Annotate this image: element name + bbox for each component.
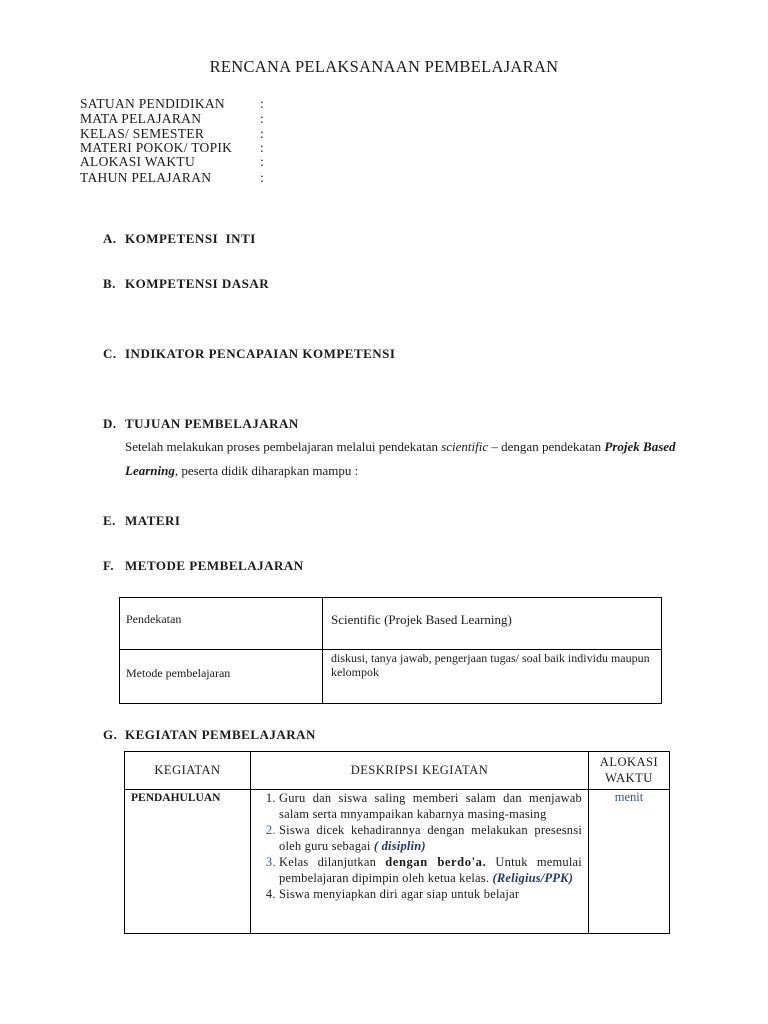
table-row bbox=[120, 598, 662, 650]
section-title: TUJUAN PEMBELAJARAN bbox=[125, 416, 299, 431]
identity-label: KELAS/ SEMESTER bbox=[80, 126, 205, 141]
section-letter: A. bbox=[103, 231, 117, 246]
character-tag: ( disiplin) bbox=[373, 839, 426, 853]
identity-colon: : bbox=[260, 126, 265, 141]
tujuan-paragraph bbox=[125, 435, 685, 483]
identity-row bbox=[80, 97, 264, 112]
activity-list bbox=[255, 790, 582, 902]
section-letter: B. bbox=[103, 276, 116, 291]
metode-label-cell: Metode pembelajaran bbox=[120, 650, 323, 704]
identity-colon: : bbox=[260, 170, 265, 185]
activity-text: Untuk memulai pembelajaran dipimpin oleh ketua kelas. bbox=[279, 855, 582, 885]
section-letter: E. bbox=[103, 513, 116, 528]
tujuan-text-scientific: scientific bbox=[441, 439, 489, 454]
metode-value-cell: diskusi, tanya jawab, pengerjaan tugas/ soal baik individu maupun kelompok bbox=[323, 650, 662, 704]
identity-label: ALOKASI WAKTU bbox=[80, 154, 196, 169]
section-letter: C. bbox=[103, 346, 117, 361]
identity-row bbox=[80, 155, 264, 170]
section-heading-a bbox=[103, 231, 256, 247]
section-heading-e bbox=[103, 513, 180, 529]
header-alokasi bbox=[589, 752, 670, 790]
header-alokasi-line1: ALOKASI bbox=[599, 755, 659, 769]
identity-row bbox=[80, 112, 264, 127]
section-heading-f bbox=[103, 558, 304, 574]
kegiatan-table bbox=[124, 751, 670, 934]
section-letter: F. bbox=[103, 558, 114, 573]
tujuan-text-1: Setelah melakukan proses pembelajaran melalui pendekatan bbox=[125, 439, 442, 454]
header-deskripsi: DESKRIPSI KEGIATAN bbox=[251, 752, 589, 790]
kegiatan-cell: PENDAHULUAN bbox=[125, 790, 251, 934]
section-title: METODE PEMBELAJARAN bbox=[125, 558, 304, 573]
section-title: KOMPETENSI DASAR bbox=[125, 276, 270, 291]
identity-label: TAHUN PELAJARAN bbox=[80, 170, 212, 185]
section-heading-d bbox=[103, 416, 299, 432]
tujuan-text-3: , peserta didik diharapkan mampu : bbox=[174, 463, 359, 478]
section-title: KOMPETENSI INTI bbox=[125, 231, 256, 246]
page-title: RENCANA PELAKSANAAN PEMBELAJARAN bbox=[209, 57, 559, 76]
activity-text: Siswa menyiapkan diri agar siap untuk belajar bbox=[279, 887, 520, 901]
section-heading-b bbox=[103, 276, 269, 292]
alokasi-cell: menit bbox=[589, 790, 670, 934]
activity-text: Kelas dilanjutkan bbox=[279, 855, 386, 869]
activity-text: Siswa dicek kehadirannya dengan melakukan presesnsi oleh guru sebagai bbox=[279, 823, 582, 853]
identity-label: MATA PELAJARAN bbox=[80, 111, 202, 126]
section-heading-g bbox=[103, 727, 316, 743]
list-item bbox=[279, 822, 582, 854]
section-heading-c bbox=[103, 346, 395, 362]
metode-value-cell: Scientific (Projek Based Learning) bbox=[323, 598, 662, 650]
identity-colon: : bbox=[260, 96, 265, 111]
section-letter: G. bbox=[103, 727, 118, 742]
section-letter: D. bbox=[103, 416, 117, 431]
identity-colon: : bbox=[260, 140, 265, 155]
metode-label-cell: Pendekatan bbox=[120, 598, 323, 650]
section-title: KEGIATAN PEMBELAJARAN bbox=[125, 727, 316, 742]
activity-text: Guru dan siswa saling memberi salam dan menjawab salam serta mnyampaikan kabarnya masing-masing bbox=[279, 791, 582, 821]
list-item bbox=[279, 854, 582, 886]
table-row bbox=[120, 650, 662, 704]
deskripsi-cell bbox=[251, 790, 589, 934]
metode-table bbox=[119, 597, 662, 704]
activity-bold-text: dengan berdo'a. bbox=[385, 855, 487, 869]
list-item bbox=[279, 790, 582, 822]
identity-row bbox=[80, 171, 264, 186]
identity-label: MATERI POKOK/ TOPIK bbox=[80, 140, 233, 155]
identity-label: SATUAN PENDIDIKAN bbox=[80, 96, 225, 111]
section-title: INDIKATOR PENCAPAIAN KOMPETENSI bbox=[125, 346, 396, 361]
table-header-row bbox=[125, 752, 670, 790]
character-tag: (Religius/PPK) bbox=[492, 871, 574, 885]
section-title: MATERI bbox=[125, 513, 181, 528]
identity-colon: : bbox=[260, 111, 265, 126]
header-kegiatan: KEGIATAN bbox=[125, 752, 251, 790]
identity-colon: : bbox=[260, 154, 265, 169]
tujuan-text-2: – dengan pendekatan bbox=[488, 439, 605, 454]
header-alokasi-line2: WAKTU bbox=[605, 771, 653, 785]
list-item bbox=[279, 886, 582, 902]
tujuan-text-pbl: Projek Based Learning bbox=[125, 439, 676, 478]
table-row bbox=[125, 790, 670, 934]
